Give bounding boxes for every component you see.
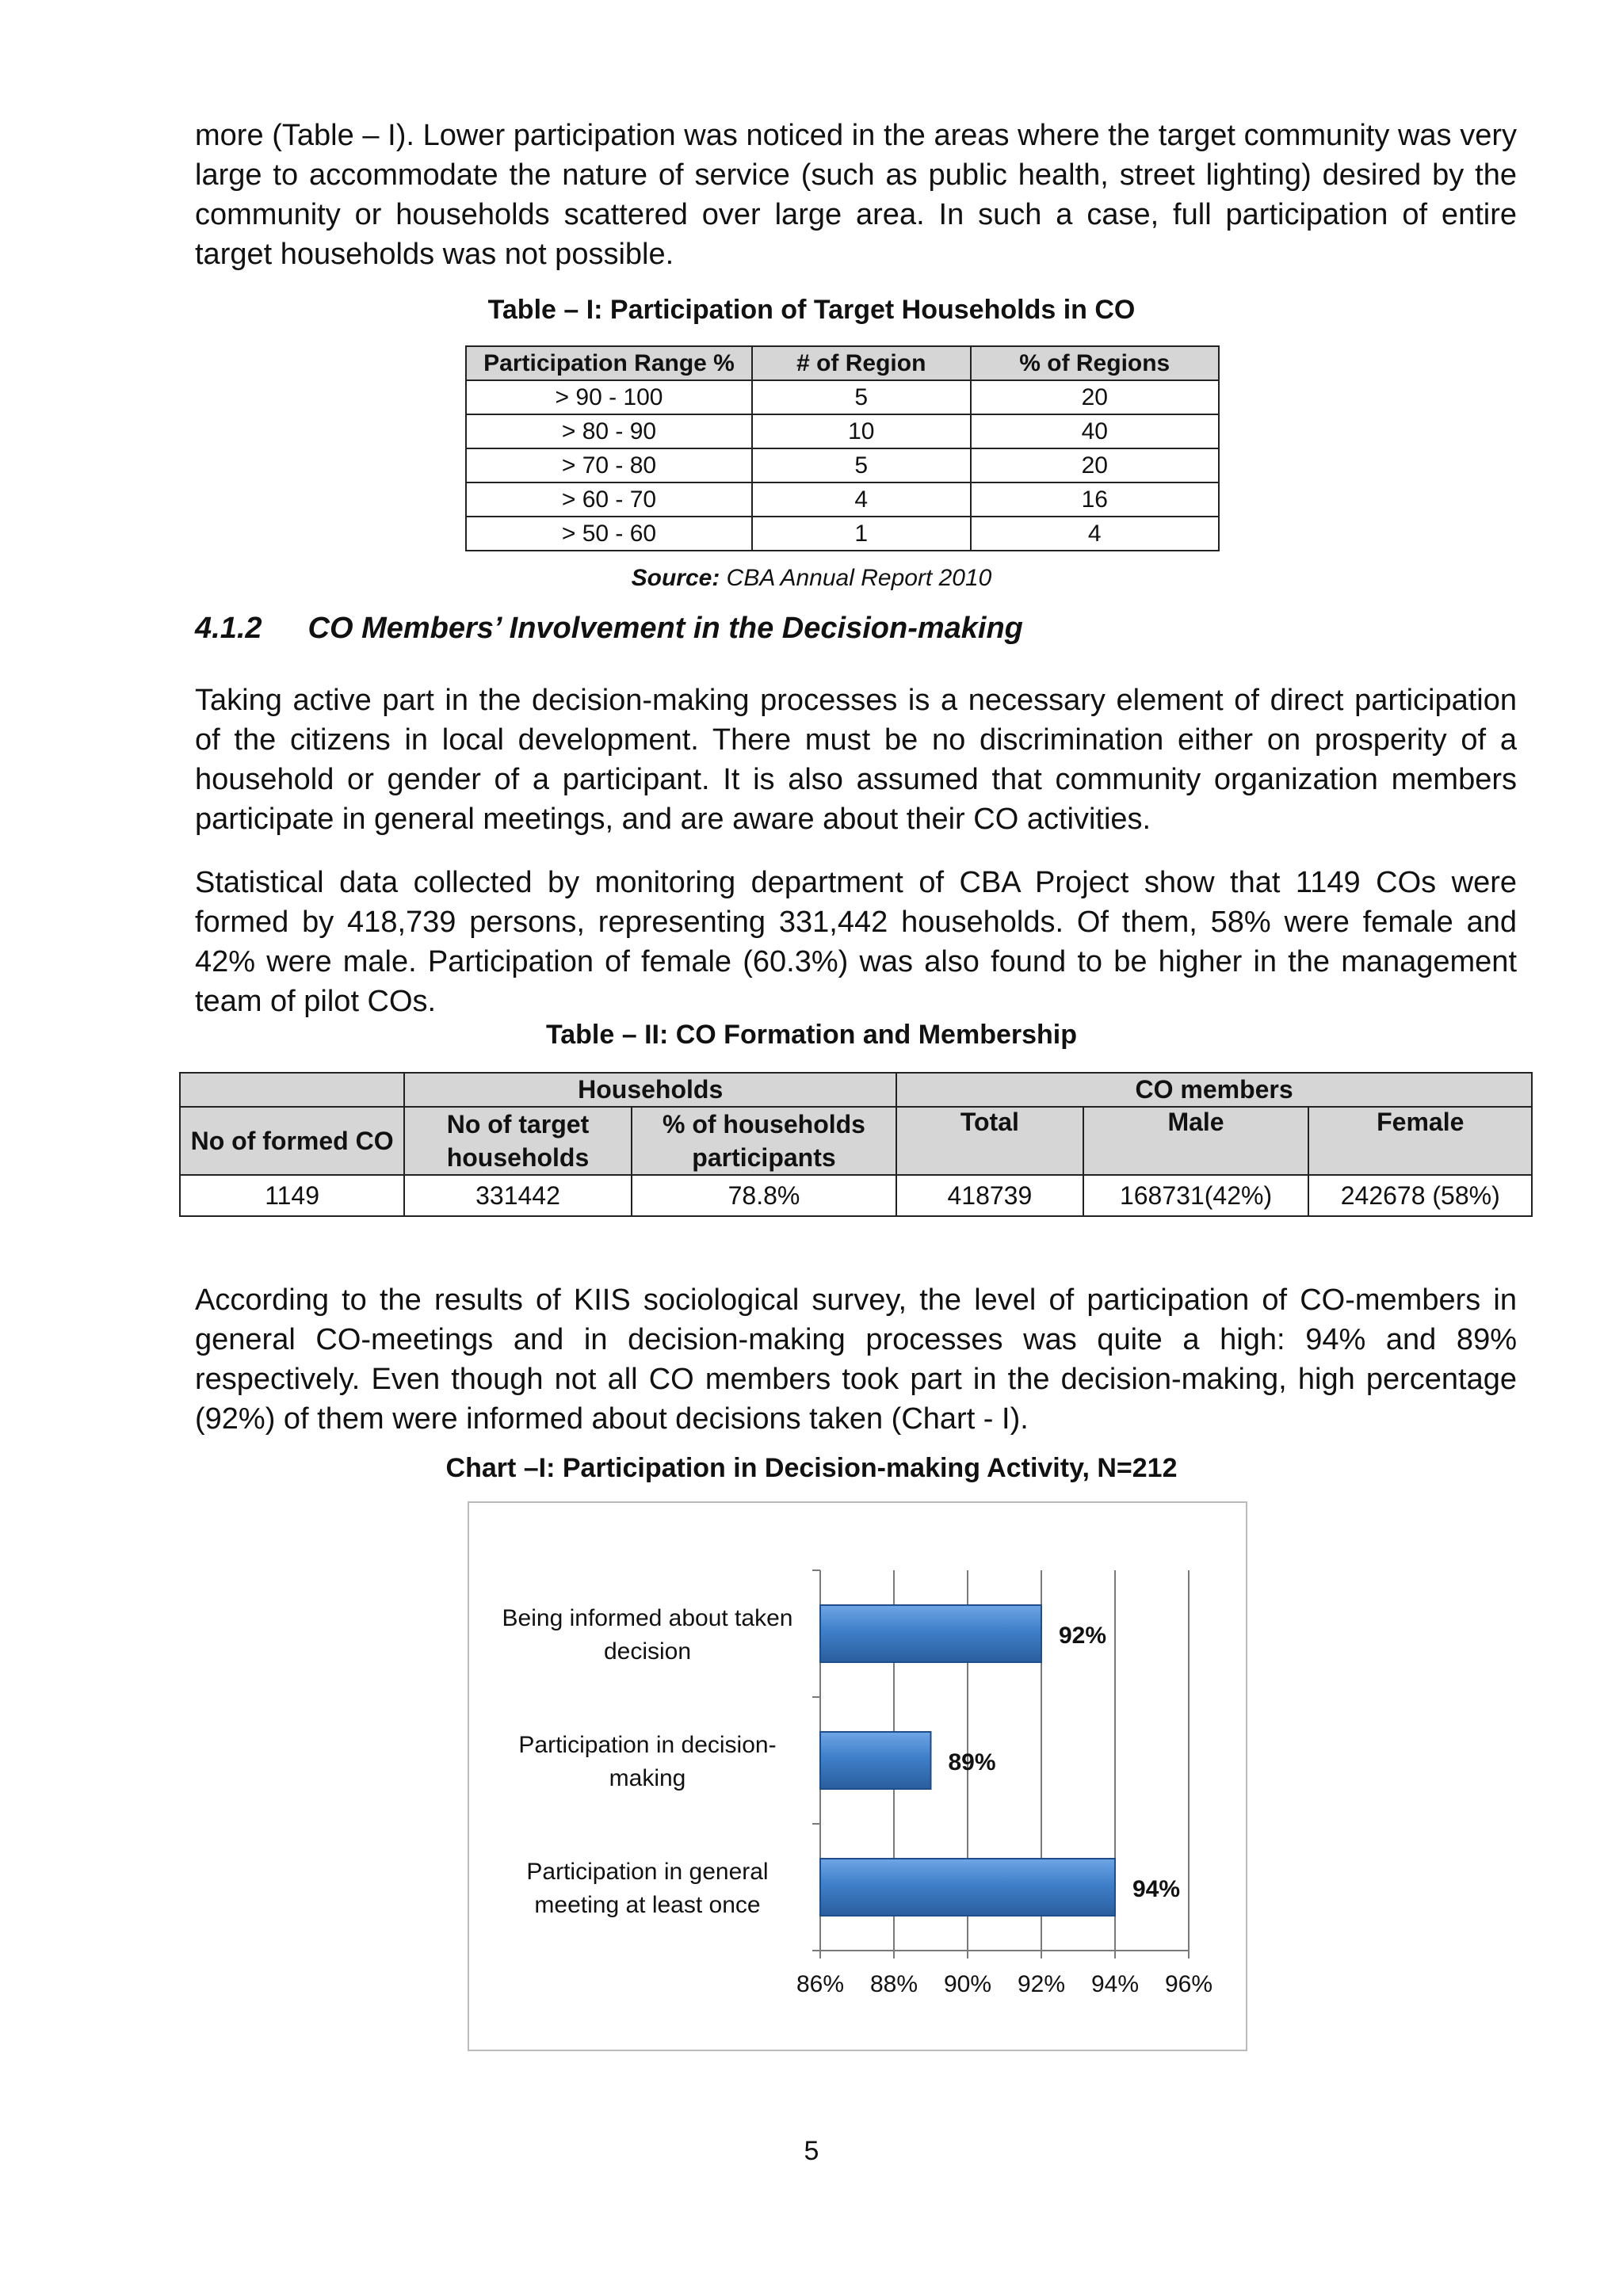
data-label: 89%: [948, 1749, 996, 1775]
table-1-source: [0, 565, 1623, 592]
chart: [469, 1503, 1246, 2050]
table-1: [465, 345, 1220, 551]
page-number: 5: [804, 2136, 819, 2166]
table-row: [466, 414, 1219, 448]
table-cell: 418739: [896, 1175, 1083, 1216]
category-label: [502, 1605, 793, 1665]
table-cell: 4: [752, 482, 971, 517]
table-row: [466, 482, 1219, 517]
table-cell: 1149: [180, 1175, 404, 1216]
table-2-members-group: CO members: [896, 1073, 1532, 1107]
category-label-line: making: [609, 1765, 686, 1791]
table-cell: 40: [971, 414, 1220, 448]
data-label: 94%: [1132, 1876, 1181, 1902]
category-label: [518, 1732, 776, 1791]
category-label-line: Participation in general: [526, 1859, 769, 1885]
table-2-header-cell: No of target households: [404, 1107, 632, 1175]
table-row: [466, 517, 1219, 551]
table-cell: > 90 - 100: [466, 380, 752, 414]
category-label-line: Being informed about taken: [502, 1605, 793, 1631]
bar: [820, 1732, 931, 1789]
paragraph-3: Statistical data collected by monitoring department of CBA Project show that 1149 COs were formed by 418,739 persons, representing 331,442 households. Of them, 58% were female and 42% were male. Participation of female (60.3%) was also found to be higher in the management team of pilot COs.: [195, 866, 1517, 1018]
table-2-caption: Table – II: CO Formation and Membership: [545, 1020, 1077, 1050]
table-2-header-cell: No of formed CO: [180, 1107, 404, 1175]
table-1-header-cell: Participation Range %: [466, 346, 752, 380]
source-text: CBA Annual Report 2010: [720, 565, 992, 591]
paragraph-1: more (Table – I). Lower participation was noticed in the areas where the target community was very large to accommodate the nature of service (such as public health, street lighting) desired by the community or households scattered over large area. In such a case, full participation of entire target households was not possible.: [195, 119, 1517, 271]
section-number: 4.1.2: [195, 612, 262, 645]
table-row: [466, 380, 1219, 414]
table-2: [179, 1072, 1533, 1217]
table-row: [180, 1175, 1532, 1216]
table-cell: 168731(42%): [1083, 1175, 1309, 1216]
source-label: Source:: [631, 565, 720, 591]
table-2-header-cell: Total: [896, 1107, 1083, 1175]
table-cell: 5: [752, 380, 971, 414]
table-2-header-cell: Female: [1308, 1107, 1532, 1175]
table-cell: 78.8%: [632, 1175, 896, 1216]
x-tick-label: 86%: [796, 1971, 845, 1997]
x-tick-label: 96%: [1164, 1971, 1213, 1997]
table-cell: 20: [971, 448, 1220, 482]
chart-title: Chart –I: Participation in Decision-making Activity, N=212: [445, 1453, 1178, 1483]
table-cell: 331442: [404, 1175, 632, 1216]
bar: [820, 1859, 1115, 1916]
table-1-caption: Table – I: Participation of Target Households in CO: [487, 295, 1136, 325]
table-1-header-row: [466, 346, 1219, 380]
table-cell: > 50 - 60: [466, 517, 752, 551]
category-label-line: decision: [603, 1638, 692, 1665]
data-label: 92%: [1059, 1623, 1107, 1649]
table-2-header-row: [180, 1073, 1532, 1107]
category-label-line: Participation in decision-: [518, 1732, 777, 1758]
table-row: [466, 448, 1219, 482]
x-tick-label: 94%: [1090, 1971, 1140, 1997]
table-2-households-group: Households: [404, 1073, 896, 1107]
paragraph-4: According to the results of KIIS sociological survey, the level of participation of CO-members in general CO-meetings and in decision-making processes was quite a high: 94% and 89% respectively. Even though not all CO members took part in the decision-making, high percentage (92%) of them were informed about decisions taken (Chart - I).: [195, 1283, 1517, 1436]
table-cell: 10: [752, 414, 971, 448]
table-cell: 242678 (58%): [1308, 1175, 1532, 1216]
table-1-header-cell: # of Region: [752, 346, 971, 380]
table-2-header-cell: % of households participants: [632, 1107, 896, 1175]
category-label: [526, 1859, 768, 1918]
section-title: CO Members’ Involvement in the Decision-making: [307, 612, 1023, 645]
table-cell: 4: [971, 517, 1220, 551]
table-1-header-cell: % of Regions: [971, 346, 1220, 380]
section-heading: [195, 612, 1023, 646]
table-2-header-row: [180, 1107, 1532, 1175]
x-tick-label: 90%: [943, 1971, 992, 1997]
table-cell: 20: [971, 380, 1220, 414]
category-label-line: meeting at least once: [534, 1892, 761, 1918]
table-2-header-cell: Male: [1083, 1107, 1309, 1175]
table-cell: > 70 - 80: [466, 448, 752, 482]
table-2-header-cell: [180, 1073, 404, 1107]
x-tick-label: 88%: [869, 1971, 918, 1997]
table-cell: 1: [752, 517, 971, 551]
bar: [820, 1605, 1041, 1662]
table-cell: 16: [971, 482, 1220, 517]
chart-frame: [468, 1501, 1247, 2051]
paragraph-2: Taking active part in the decision-making processes is a necessary element of direct participation of the citizens in local development. There must be no discrimination either on prosperity of a household or gender of a participant. It is also assumed that community organization members participate in general meetings, and are aware about their CO activities.: [195, 684, 1517, 836]
x-tick-label: 92%: [1017, 1971, 1066, 1997]
table-cell: 5: [752, 448, 971, 482]
table-cell: > 60 - 70: [466, 482, 752, 517]
table-cell: > 80 - 90: [466, 414, 752, 448]
